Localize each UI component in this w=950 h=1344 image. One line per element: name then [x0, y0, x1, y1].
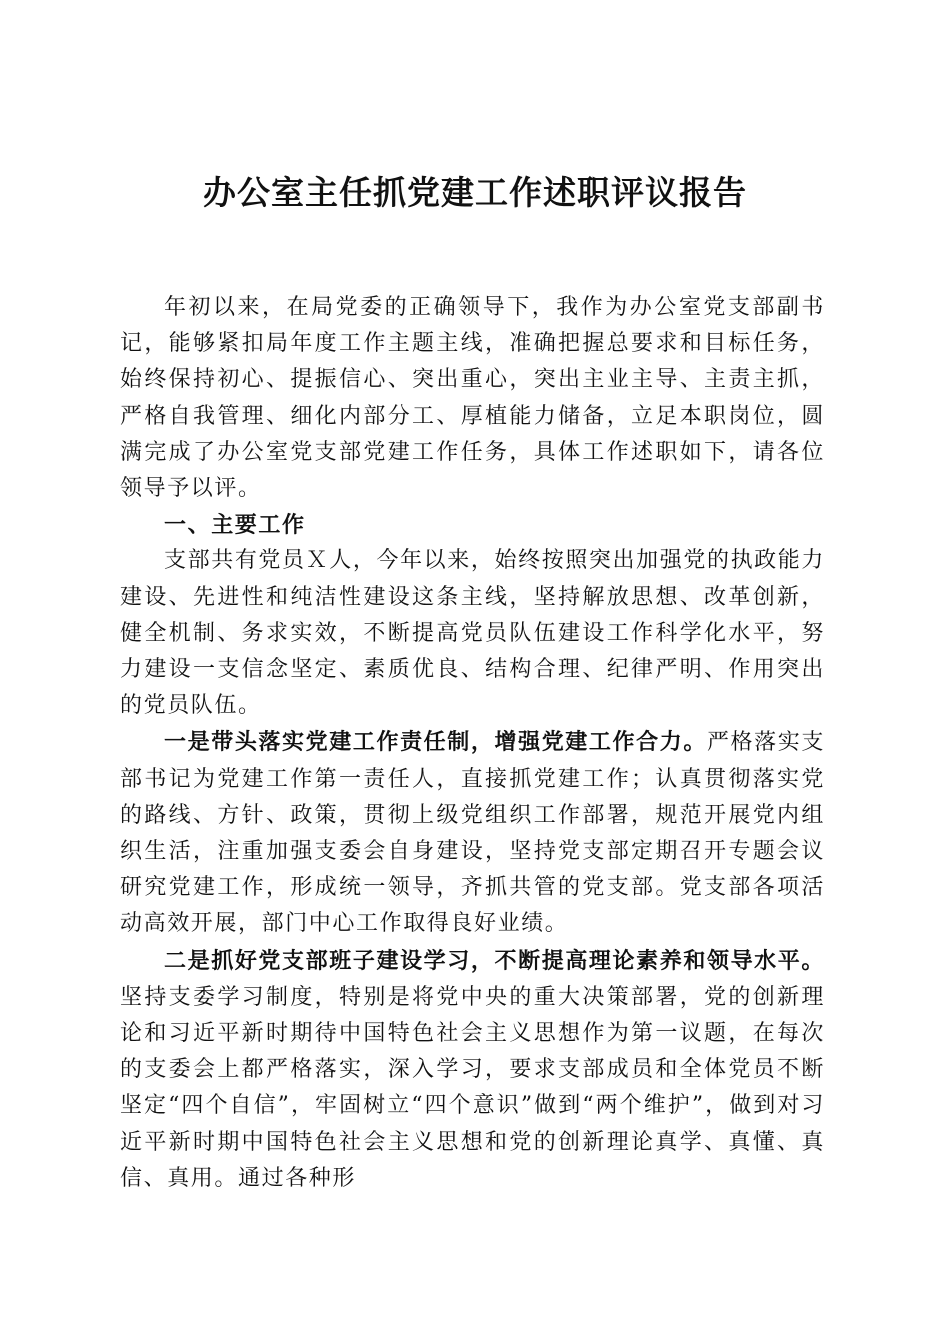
point-lead-2: 二是抓好党支部班子建设学习，不断提高理论素养和领导水平。 [164, 947, 825, 974]
point-text-1: 严格落实支部书记为党建工作第一责任人，直接抓党建工作；认真贯彻落实党的路线、方针、政策，贯彻上级党组织工作部署，规范开展党内组织生活，注重加强支委会自身建设，坚持党支部定期召开专题会议研究党建工作，形成统一领导，齐抓共管的党支部。党支部各项活动高效开展，部门中心工作取得良好业绩。 [120, 730, 825, 937]
section-heading-main-work: 一、主要工作 [164, 512, 306, 539]
document-body [120, 290, 825, 1197]
point-paragraph-2 [120, 943, 825, 1197]
point-text-2: 坚持支委学习制度，特别是将党中央的重大决策部署，党的创新理论和习近平新时期待中国特色社会主义思想作为第一议题，在每次的支委会上都严格落实，深入学习，要求支部成员和全体党员不断坚定“四个自信”，牢固树立“四个意识”做到“两个维护”，做到对习近平新时期中国特色社会主义思想和党的创新理论真学、真懂、真信、真用。通过各种形 [120, 984, 825, 1191]
point-lead-1: 一是带头落实党建工作责任制，增强党建工作合力。 [164, 729, 707, 756]
document-title: 办公室主任抓党建工作述职评议报告 [203, 173, 747, 212]
body-paragraph: 支部共有党员Ｘ人，今年以来，始终按照突出加强党的执政能力建设、先进性和纯洁性建设这条主线，坚持解放思想、改革创新，健全机制、务求实效，不断提高党员队伍建设工作科学化水平，努力建设一支信念坚定、素质优良、结构合理、纪律严明、作用突出的党员队伍。 [120, 548, 825, 719]
point-paragraph-1 [120, 724, 825, 942]
intro-paragraph: 年初以来，在局党委的正确领导下，我作为办公室党支部副书记，能够紧扣局年度工作主题主线，准确把握总要求和目标任务，始终保持初心、提振信心、突出重心，突出主业主导、主责主抓，严格自我管理、细化内部分工、厚植能力储备，立足本职岗位，圆满完成了办公室党支部党建工作任务，具体工作述职如下，请各位领导予以评。 [120, 295, 825, 502]
